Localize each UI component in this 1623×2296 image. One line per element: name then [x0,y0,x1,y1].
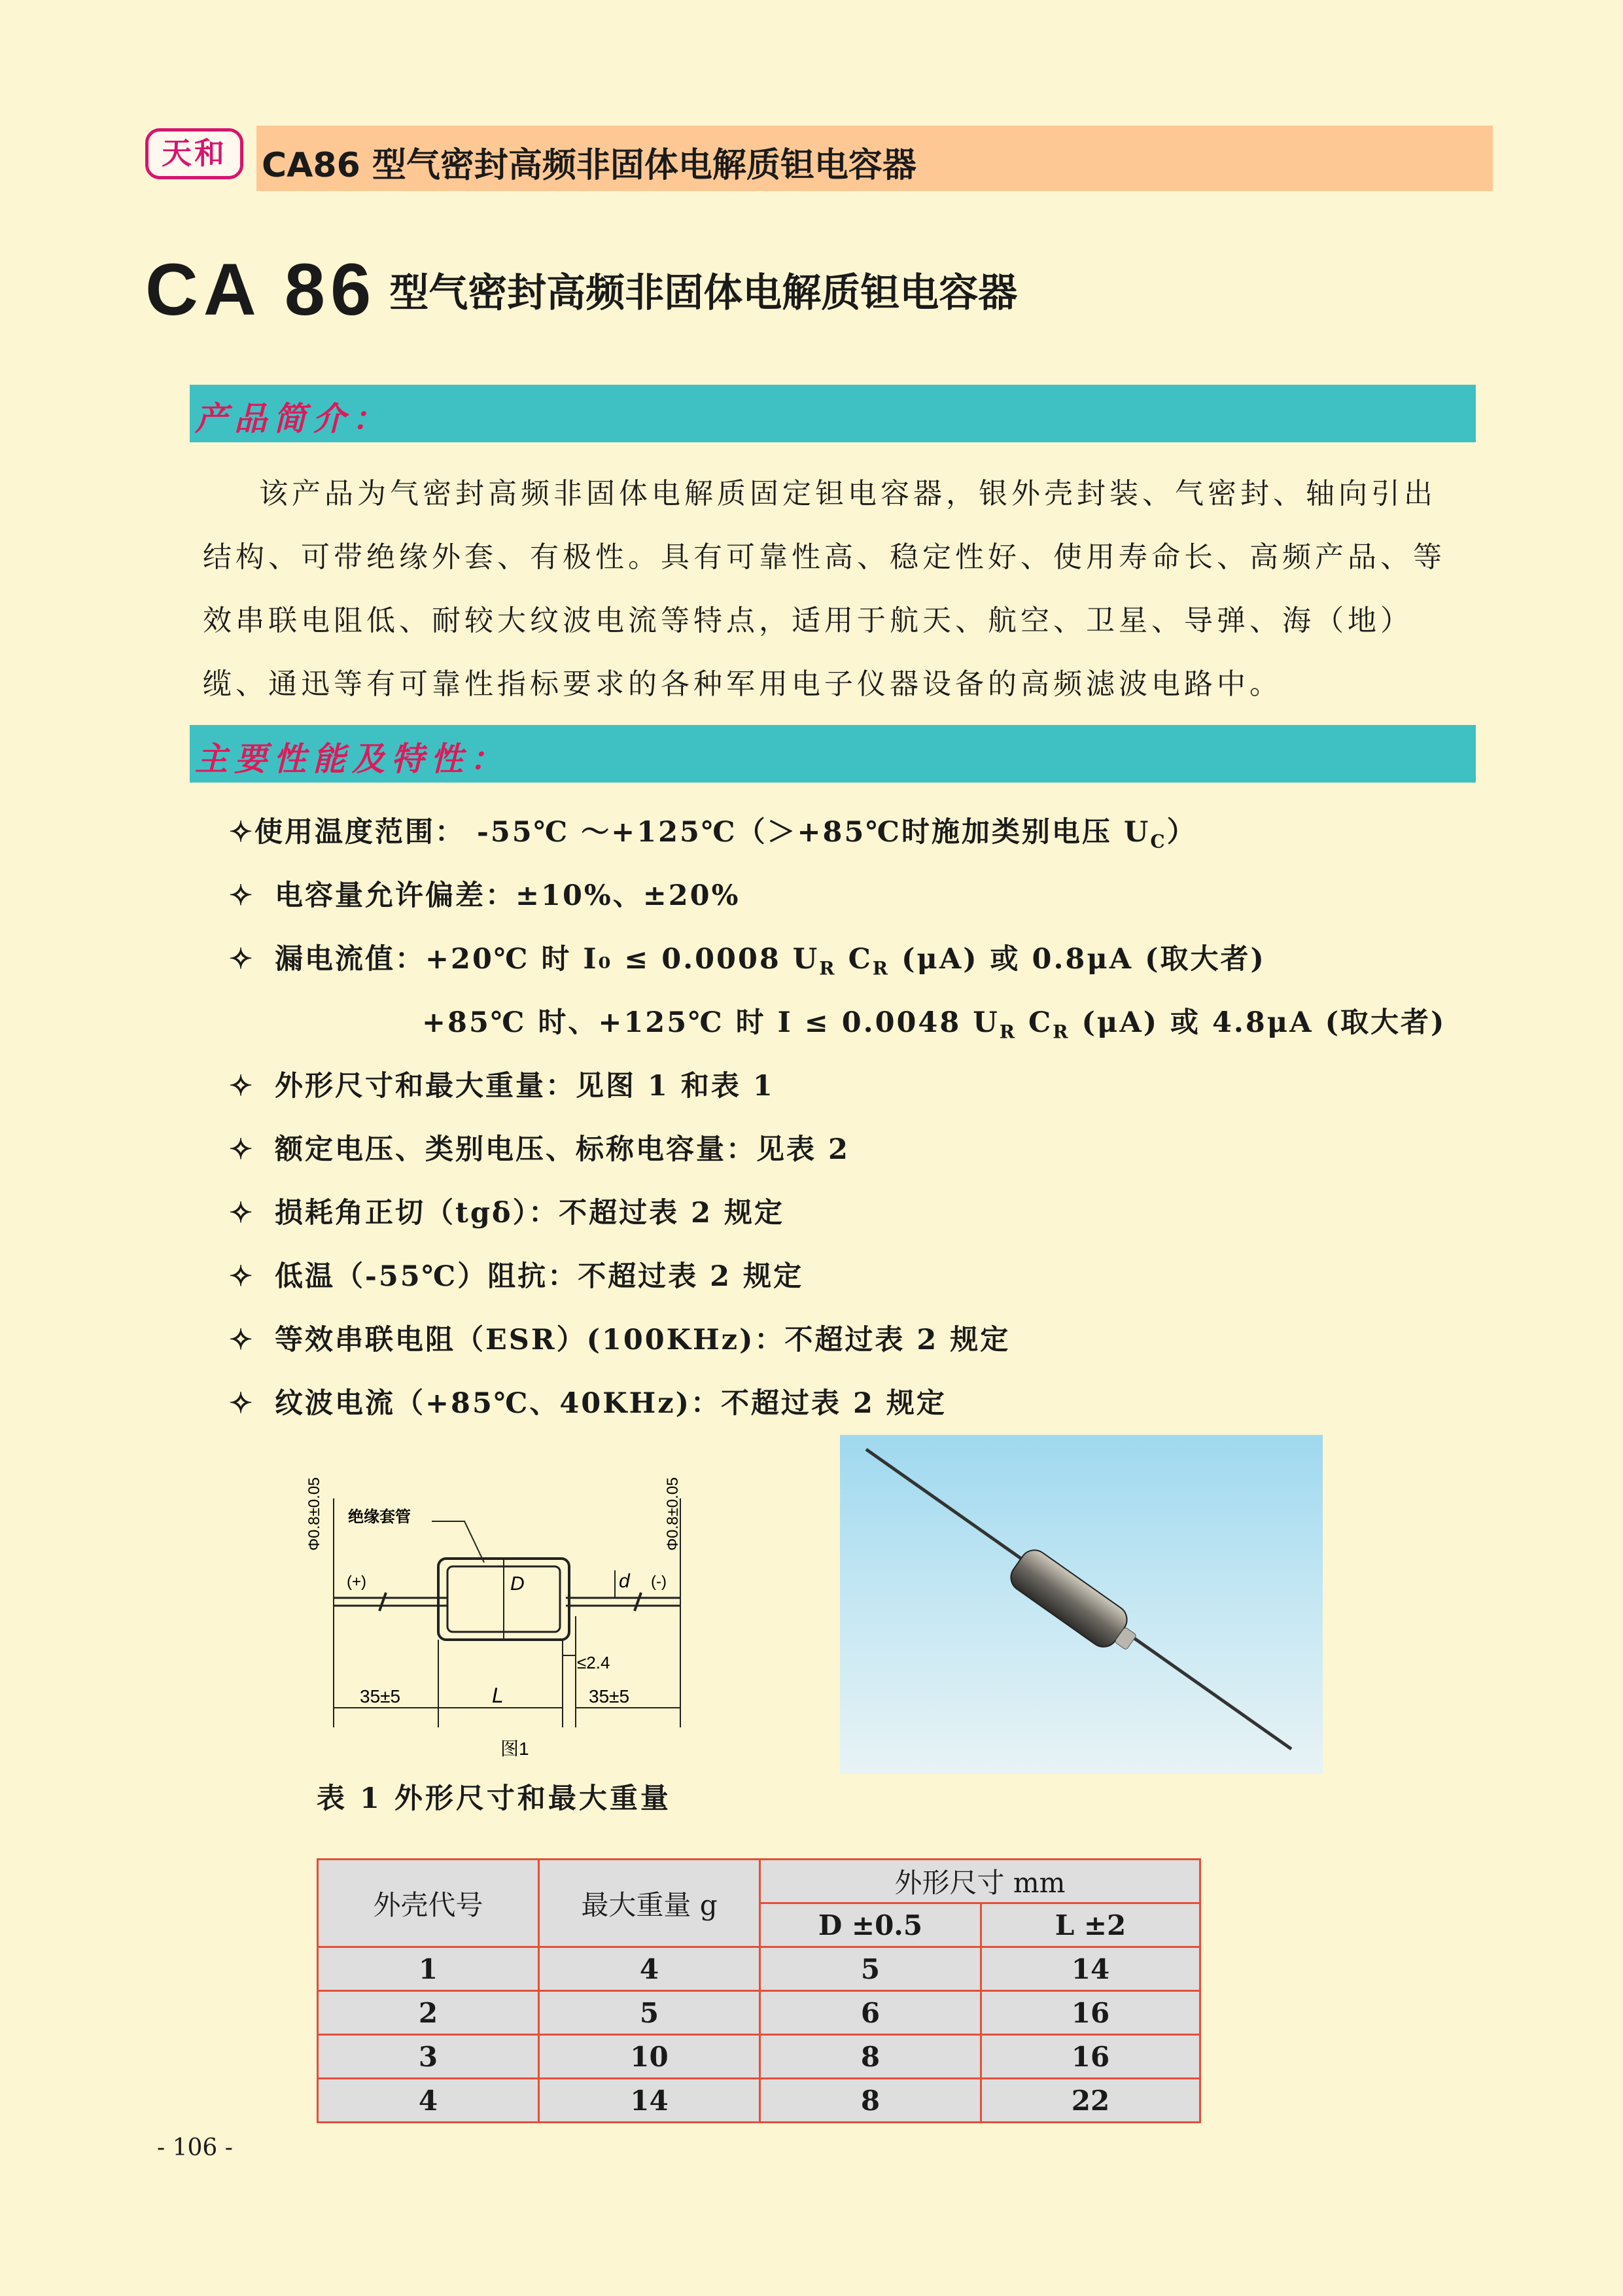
table-cell: 3 [318,2035,539,2079]
table-cell: 2 [318,1991,539,2035]
bullet-icon: ✧ [229,1070,255,1103]
table-caption: 表 1 外形尺寸和最大重量 [317,1782,671,1815]
feature-leakage-85c: +85℃ 时、+125℃ 时 I ≤ 0.0048 $U_R$ $C_R$ (μA) 或 4.8μA (取大者) [422,1006,1446,1043]
bullet-icon: ✧ [229,1324,255,1356]
feature-ripple-current: ✧ 纹波电流（+85℃、40KHz)：不超过表 2 规定 [229,1387,947,1420]
column-header-D: D ±0.5 [760,1903,981,1947]
column-header-dimensions: 外形尺寸 mm [760,1860,1200,1903]
table-cell: 6 [760,1991,981,2035]
model-number: CA 86 [145,249,377,330]
table-cell: 16 [981,2035,1200,2079]
bullet-icon: ✧ [229,1133,255,1166]
feature-loss-tangent: ✧ 损耗角正切（tgδ）：不超过表 2 规定 [229,1197,784,1229]
feature-leakage-20c: ✧ 漏电流值：+20℃ 时 I₀ ≤ 0.0008 $U_R$ $C_R$ (μA) 或 0.8μA (取大者) [229,943,1266,980]
dimensions-weight-table [317,1858,1201,2123]
lead-length-right-label: 35±5 [589,1686,630,1706]
feature-esr: ✧ 等效串联电阻（ESR）(100KHz)：不超过表 2 规定 [229,1324,1011,1356]
bullet-icon: ✧ [229,816,255,849]
page-number: - 106 - [157,2134,233,2161]
dimension-drawing [307,1459,700,1773]
bullet-icon: ✧ [229,1197,255,1229]
bullet-icon: ✧ [229,879,255,912]
feature-voltage: ✧ 额定电压、类别电压、标称电容量：见表 2 [229,1133,850,1166]
table-cell: 14 [981,1947,1200,1991]
product-photo [840,1435,1323,1774]
table-cell: 22 [981,2079,1200,2123]
intro-section-title: 产品简介： [195,399,391,438]
diameter-D-label: D [510,1573,525,1595]
bullet-icon: ✧ [229,943,255,976]
figure-caption: 图1 [500,1739,529,1759]
lead-length-left-label: 35±5 [360,1686,401,1706]
features-section-title: 主要性能及特性： [195,739,509,778]
intro-line: 效串联电阻低、耐较大纹波电流等特点，适用于航天、航空、卫星、导弹、海（地） [203,604,1413,637]
table-cell: 16 [981,1991,1200,2035]
table-cell: 8 [760,2079,981,2123]
intro-line: 结构、可带绝缘外套、有极性。具有可靠性高、稳定性好、使用寿命长、高频产品、等 [203,540,1446,574]
page-title-text: 型气密封高频非固体电解质钽电容器 [389,270,1018,316]
sleeve-label: 绝缘套管 [348,1508,411,1526]
column-header-L: L ±2 [981,1903,1200,1947]
lead-diameter-right-label: Φ0.8±0.05 [664,1477,682,1551]
column-header-max-weight: 最大重量 g [539,1860,760,1947]
gap-label: ≤2.4 [577,1653,610,1672]
table-row [318,1991,1200,2035]
feature-dimensions: ✧ 外形尺寸和最大重量：见图 1 和表 1 [229,1070,775,1103]
table-row [318,1947,1200,1991]
feature-temperature-range: ✧使用温度范围： -55℃ ～+125℃（＞+85℃时施加类别电压 $U_C$） [229,816,1197,853]
table-cell: 5 [539,1991,760,2035]
brand-logo: 天和 [145,128,243,179]
polarity-minus-label: (-) [651,1573,667,1591]
table-cell: 14 [539,2079,760,2123]
page-title [145,247,1017,332]
table-cell: 4 [318,2079,539,2123]
intro-line: 缆、通迅等有可靠性指标要求的各种军用电子仪器设备的高频滤波电路中。 [203,667,1282,701]
polarity-plus-label: (+) [347,1573,366,1591]
table-cell: 5 [760,1947,981,1991]
column-header-case-code: 外壳代号 [318,1860,539,1947]
diameter-d-label: d [619,1570,630,1592]
feature-low-temp-impedance: ✧ 低温（-55℃）阻抗：不超过表 2 规定 [229,1260,804,1293]
table-cell: 8 [760,2035,981,2079]
header-title: CA86 型气密封高频非固体电解质钽电容器 [262,146,916,185]
feature-tolerance: ✧ 电容量允许偏差：±10%、±20% [229,879,741,912]
table-row [318,2079,1200,2123]
table-cell: 10 [539,2035,760,2079]
bullet-icon: ✧ [229,1387,255,1420]
lead-diameter-left-label: Φ0.8±0.05 [305,1477,323,1551]
table-cell: 1 [318,1947,539,1991]
intro-line: 该产品为气密封高频非固体电解质固定钽电容器，银外壳封装、气密封、轴向引出 [259,477,1437,510]
bullet-icon: ✧ [229,1260,255,1293]
table-row [318,2035,1200,2079]
table-cell: 4 [539,1947,760,1991]
body-length-L-label: L [492,1684,504,1707]
photo-capacitor-body [1005,1544,1144,1661]
